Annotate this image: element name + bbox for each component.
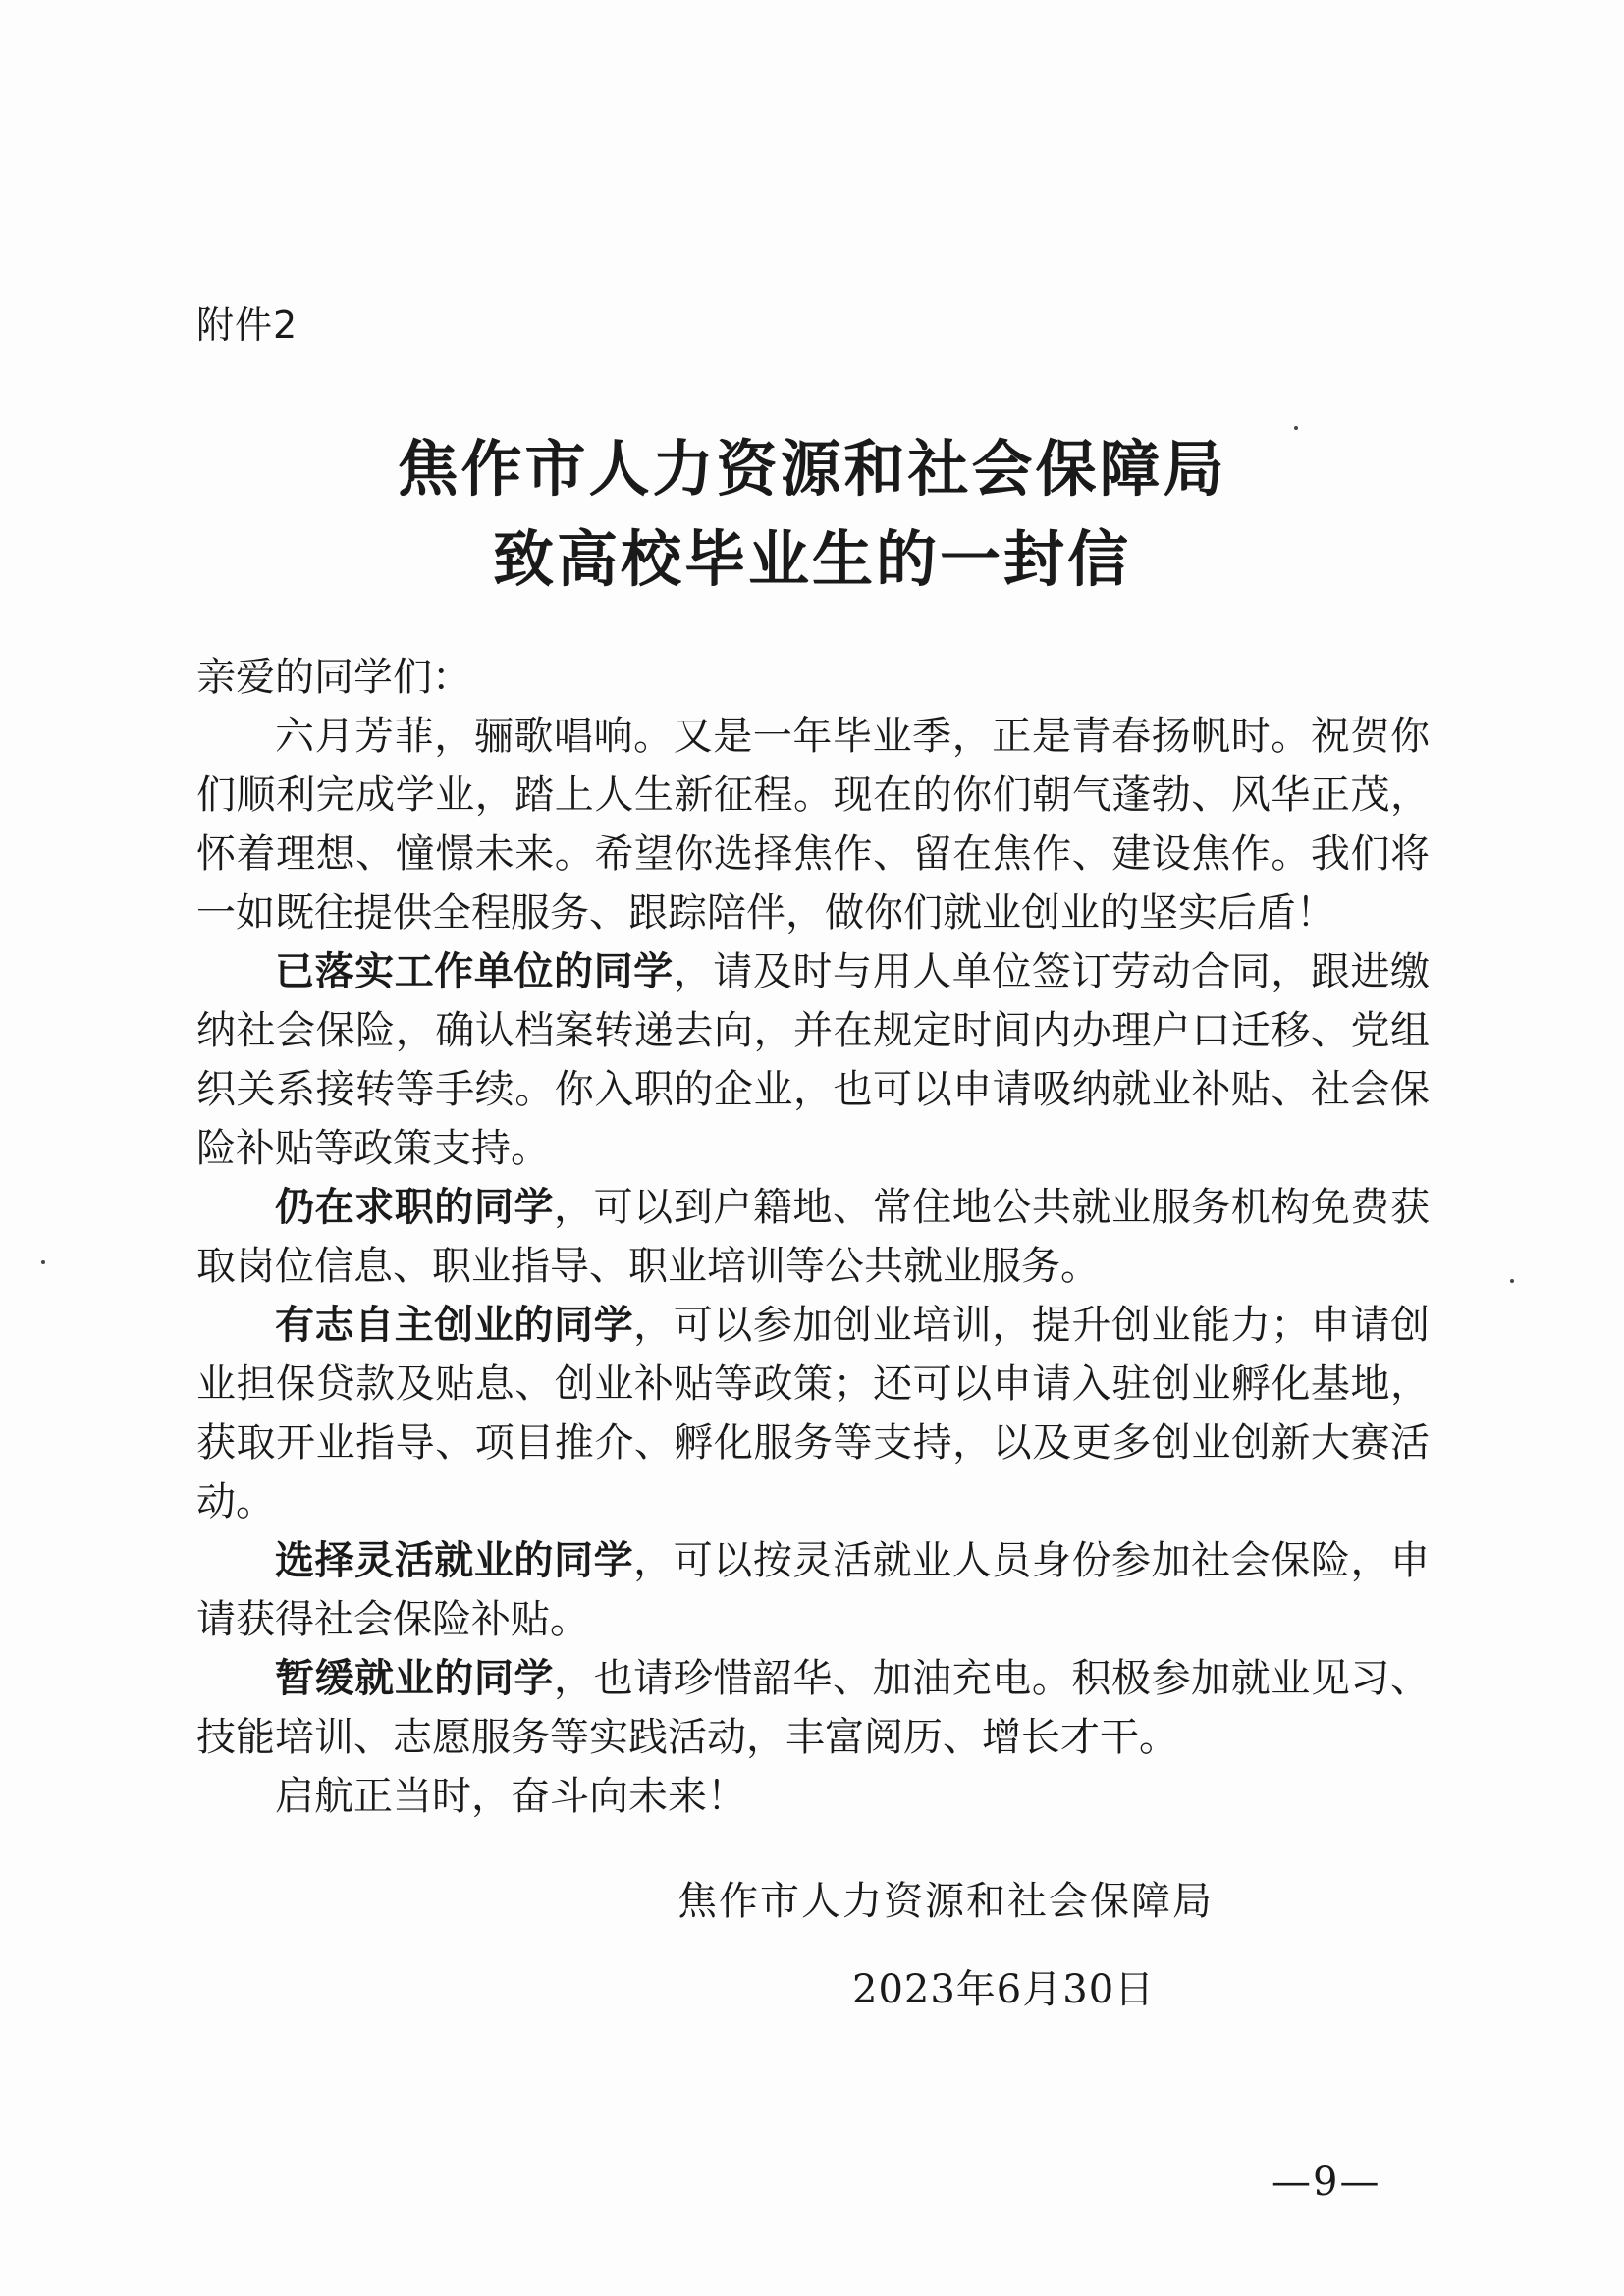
paragraph-intro bbox=[196, 707, 1430, 942]
paragraph-lead: 选择灵活就业的同学 bbox=[275, 1538, 634, 1583]
paragraph-text: ，可以到户籍地、常住地公共就业服务机构免费获取岗位信息、职业指导、职业培训等公共就业服务。 bbox=[196, 1185, 1430, 1289]
paragraph-text: ，也请珍惜韶华、加油充电。积极参加就业见习、技能培训、志愿服务等实践活动，丰富阅历、增长才干。 bbox=[196, 1656, 1430, 1760]
scan-speck bbox=[41, 1260, 45, 1264]
paragraph-lead: 有志自主创业的同学 bbox=[275, 1303, 634, 1348]
paragraph-text: ，请及时与用人单位签订劳动合同，跟进缴纳社会保险，确认档案转递去向，并在规定时间内办理户口迁移、党组织关系接转等手续。你入职的企业，也可以申请吸纳就业补贴、社会保险补贴等政策支持。 bbox=[196, 949, 1431, 1171]
page-number: —9— bbox=[1272, 2160, 1381, 2205]
letter-title-line2: 致高校毕业生的一封信 bbox=[492, 523, 1131, 595]
paragraph-text: 启航正当时，奋斗向未来！ bbox=[275, 1774, 746, 1819]
paragraph-lead: 已落实工作单位的同学 bbox=[275, 949, 674, 994]
signature-organization: 焦作市人力资源和社会保障局 bbox=[677, 1879, 1214, 1924]
paragraph-text: ，可以参加创业培训，提升创业能力；申请创业担保贷款及贴息、创业补贴等政策；还可以申请入驻创业孵化基地，获取开业指导、项目推介、孵化服务等支持，以及更多创业创新大赛活动。 bbox=[196, 1303, 1431, 1524]
paragraph-closing bbox=[196, 1767, 1430, 1826]
signature-date: 2023年6月30日 bbox=[852, 1967, 1156, 2012]
paragraph-lead: 暂缓就业的同学 bbox=[275, 1656, 554, 1701]
paragraph-deferred-employment bbox=[196, 1649, 1430, 1767]
paragraph-lead: 仍在求职的同学 bbox=[275, 1185, 554, 1230]
letter-body bbox=[196, 648, 1430, 1826]
paragraph-entrepreneurship bbox=[196, 1296, 1430, 1531]
letter-title-line1: 焦作市人力资源和社会保障局 bbox=[397, 433, 1227, 505]
paragraph-flexible-employment bbox=[196, 1531, 1430, 1649]
scan-speck bbox=[1294, 426, 1298, 430]
paragraph-text: ，可以按灵活就业人员身份参加社会保险，申请获得社会保险补贴。 bbox=[196, 1538, 1431, 1642]
paragraph-employed bbox=[196, 942, 1430, 1178]
attachment-label: 附件2 bbox=[196, 303, 298, 347]
salutation: 亲爱的同学们： bbox=[196, 655, 471, 700]
paragraph-text: 六月芳菲，骊歌唱响。又是一年毕业季，正是青春扬帆时。祝贺你们顺利完成学业，踏上人生新征程。现在的你们朝气蓬勃、风华正茂，怀着理想、憧憬未来。希望你选择焦作、留在焦作、建设焦作。我们将一如既往提供全程服务、跟踪陪伴，做你们就业创业的坚实后盾！ bbox=[196, 714, 1430, 935]
paragraph-job-seeking bbox=[196, 1178, 1430, 1296]
scan-speck bbox=[1510, 1279, 1514, 1283]
